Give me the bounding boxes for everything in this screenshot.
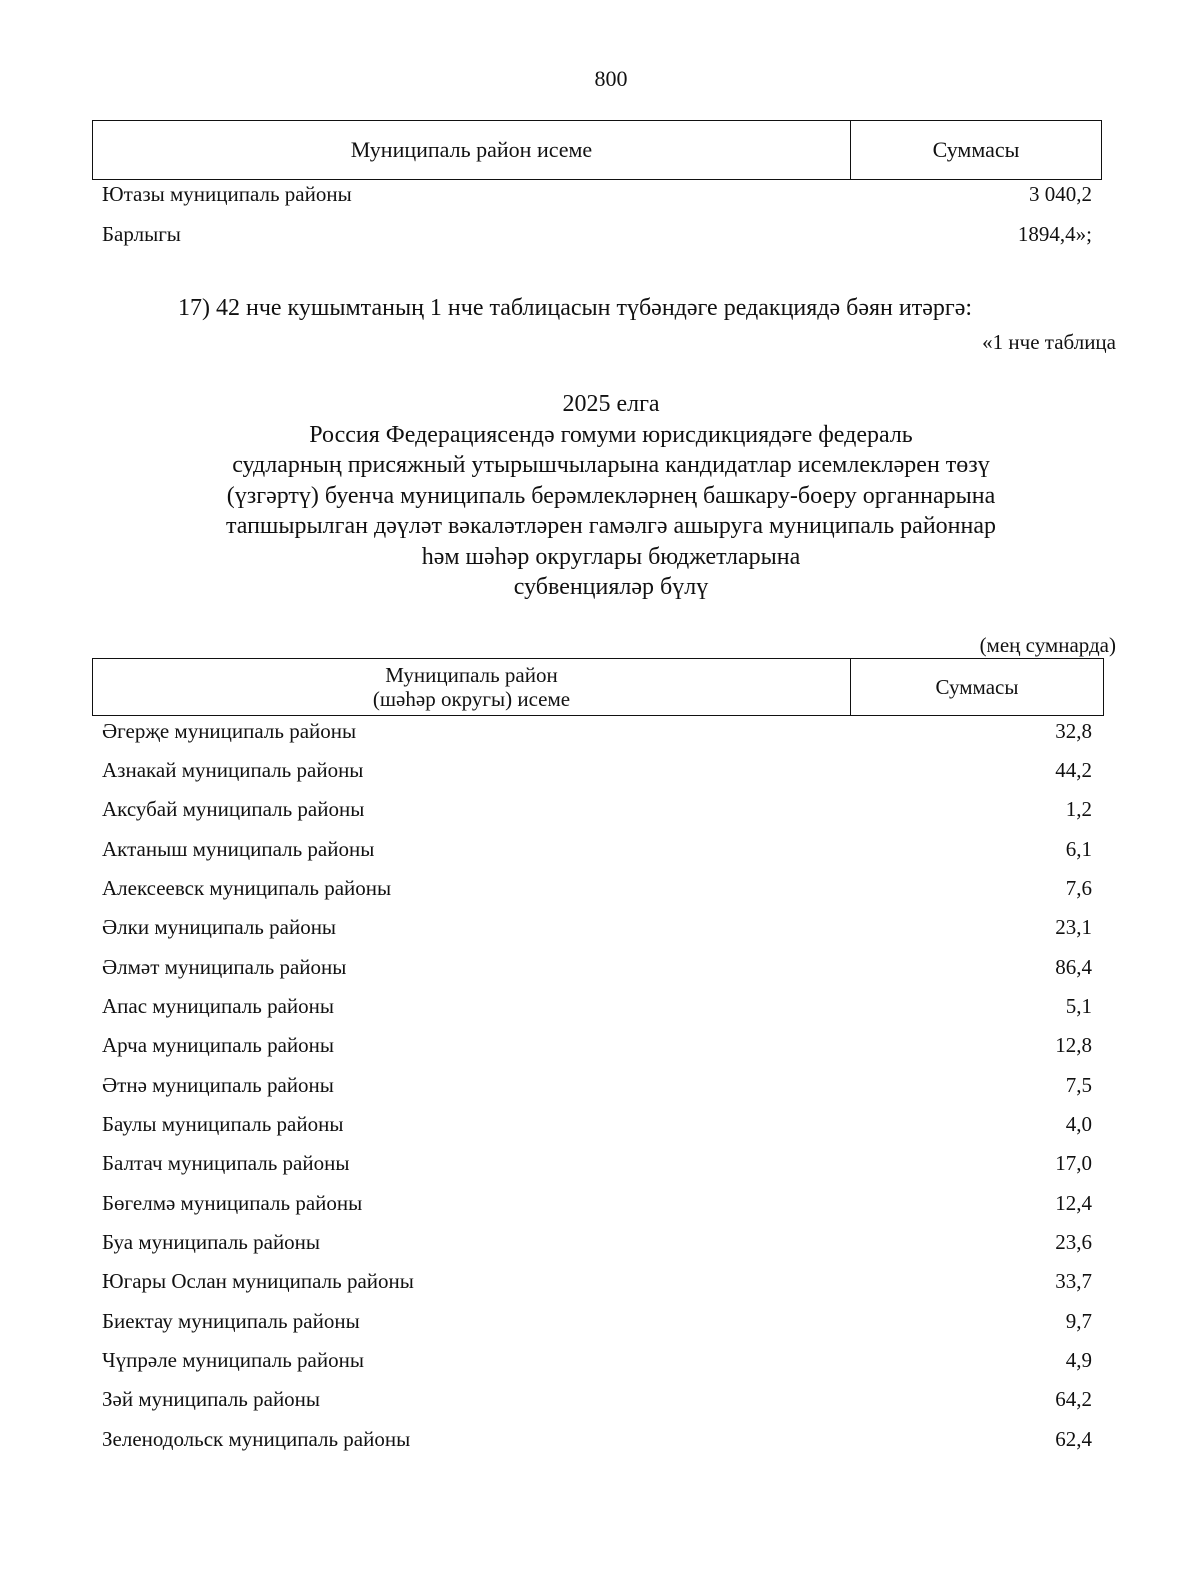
district-name: Аксубай муниципаль районы: [102, 797, 365, 821]
table-row: [102, 1309, 1092, 1334]
table-row: [102, 1387, 1092, 1412]
district-name: Биектау муниципаль районы: [102, 1309, 360, 1333]
table1-row-value: 1894,4»;: [1017, 222, 1092, 246]
district-sum: 23,1: [1055, 915, 1092, 939]
district-sum: 7,6: [1065, 876, 1092, 900]
district-name: Актаныш муниципаль районы: [102, 837, 375, 861]
table2-header: [92, 658, 1104, 716]
table-row: [102, 1073, 1092, 1098]
title-line: 2025 елга: [562, 391, 660, 417]
district-sum: 12,4: [1055, 1191, 1092, 1215]
district-sum: 4,0: [1065, 1112, 1092, 1136]
district-sum: 62,4: [1055, 1427, 1092, 1451]
unit-label: (мең сумнарда): [979, 633, 1116, 657]
table-row: [102, 837, 1092, 862]
table1-row: [102, 182, 1092, 207]
table-row: [102, 876, 1092, 901]
district-sum: 86,4: [1055, 955, 1092, 979]
district-name: Әлки муниципаль районы: [102, 915, 337, 939]
table-row: [102, 1269, 1092, 1294]
table1-header: [92, 120, 1102, 180]
district-name: Зеленодольск муниципаль районы: [102, 1427, 411, 1451]
district-sum: 9,7: [1065, 1309, 1092, 1333]
table2-header-sum: Суммасы: [935, 675, 1019, 699]
district-name: Баулы муниципаль районы: [102, 1112, 344, 1136]
table-row: [102, 1191, 1092, 1216]
district-sum: 5,1: [1065, 994, 1092, 1018]
district-name: Чүпрәле муниципаль районы: [102, 1348, 364, 1372]
title-line: һәм шәһәр округлары бюджетларына: [421, 543, 801, 570]
district-name: Арча муниципаль районы: [102, 1033, 334, 1057]
table-row: [102, 1033, 1092, 1058]
district-name: Балтач муниципаль районы: [102, 1151, 350, 1175]
district-name: Әтнә муниципаль районы: [102, 1073, 334, 1097]
district-name: Апас муниципаль районы: [102, 994, 334, 1018]
table-row: [102, 915, 1092, 940]
title-line: Россия Федерациясендә гомуми юрисдикциядәге федераль: [309, 421, 913, 448]
table-row: [102, 758, 1092, 783]
table2-header-name: [93, 659, 851, 715]
district-sum: 32,8: [1055, 719, 1092, 743]
table-row: [102, 719, 1092, 744]
table1-total-row: [102, 222, 1092, 247]
district-sum: 23,6: [1055, 1230, 1092, 1254]
table1-header-name: Муниципаль район исеме: [93, 121, 851, 179]
district-sum: 1,2: [1065, 797, 1092, 821]
title-line: (үзгәртү) буенча муниципаль берәмлекләрнең башкару-боеру органнарына: [226, 482, 996, 509]
table1-row-name: Ютазы муниципаль районы: [102, 182, 352, 206]
title-line: субвенцияләр бүлү: [513, 574, 709, 600]
district-sum: 33,7: [1055, 1269, 1092, 1293]
table1-header-sum: Суммасы: [932, 137, 1020, 162]
table-row: [102, 1427, 1092, 1452]
district-name: Югары Ослан муниципаль районы: [102, 1269, 414, 1293]
district-name: Буа муниципаль районы: [102, 1230, 321, 1254]
district-sum: 17,0: [1055, 1151, 1092, 1175]
district-sum: 44,2: [1055, 758, 1092, 782]
table-title: [0, 389, 1200, 603]
table-label: «1 нче таблица: [982, 330, 1116, 354]
title-line: судларның присяжный утырышчыларына кандидатлар исемлекләрен төзү: [232, 452, 990, 478]
table-row: [102, 797, 1092, 822]
table-row: [102, 1151, 1092, 1176]
title-line: тапшырылган дәүләт вәкаләтләрен гамәлгә ашыруга муниципаль районнар: [225, 513, 997, 539]
table-row: [102, 1230, 1092, 1255]
page-number: 800: [594, 66, 628, 91]
district-name: Бөгелмә муниципаль районы: [102, 1191, 363, 1215]
district-sum: 4,9: [1065, 1348, 1092, 1372]
district-name: Зәй муниципаль районы: [102, 1387, 321, 1411]
district-sum: 6,1: [1065, 837, 1092, 861]
district-sum: 12,8: [1055, 1033, 1092, 1057]
table1-row-name: Барлыгы: [102, 222, 181, 246]
table2-header-name-line1: Муниципаль район: [385, 663, 558, 687]
table-row: [102, 1112, 1092, 1137]
table2-header-name-line2: (шәһәр округы) исеме: [372, 687, 571, 711]
table-row: [102, 1348, 1092, 1373]
table-row: [102, 955, 1092, 980]
district-name: Азнакай муниципаль районы: [102, 758, 364, 782]
district-sum: 7,5: [1065, 1073, 1092, 1097]
table1-row-value: 3 040,2: [1029, 182, 1092, 206]
district-name: Әлмәт муниципаль районы: [102, 955, 347, 979]
district-name: Әгерҗе муниципаль районы: [102, 719, 357, 743]
table-row: [102, 994, 1092, 1019]
district-name: Алексеевск муниципаль районы: [102, 876, 392, 900]
amendment-instruction: 17) 42 нче кушымтаның 1 нче таблицасын түбәндәге редакциядә бәян итәргә:: [178, 295, 973, 321]
district-sum: 64,2: [1055, 1387, 1092, 1411]
